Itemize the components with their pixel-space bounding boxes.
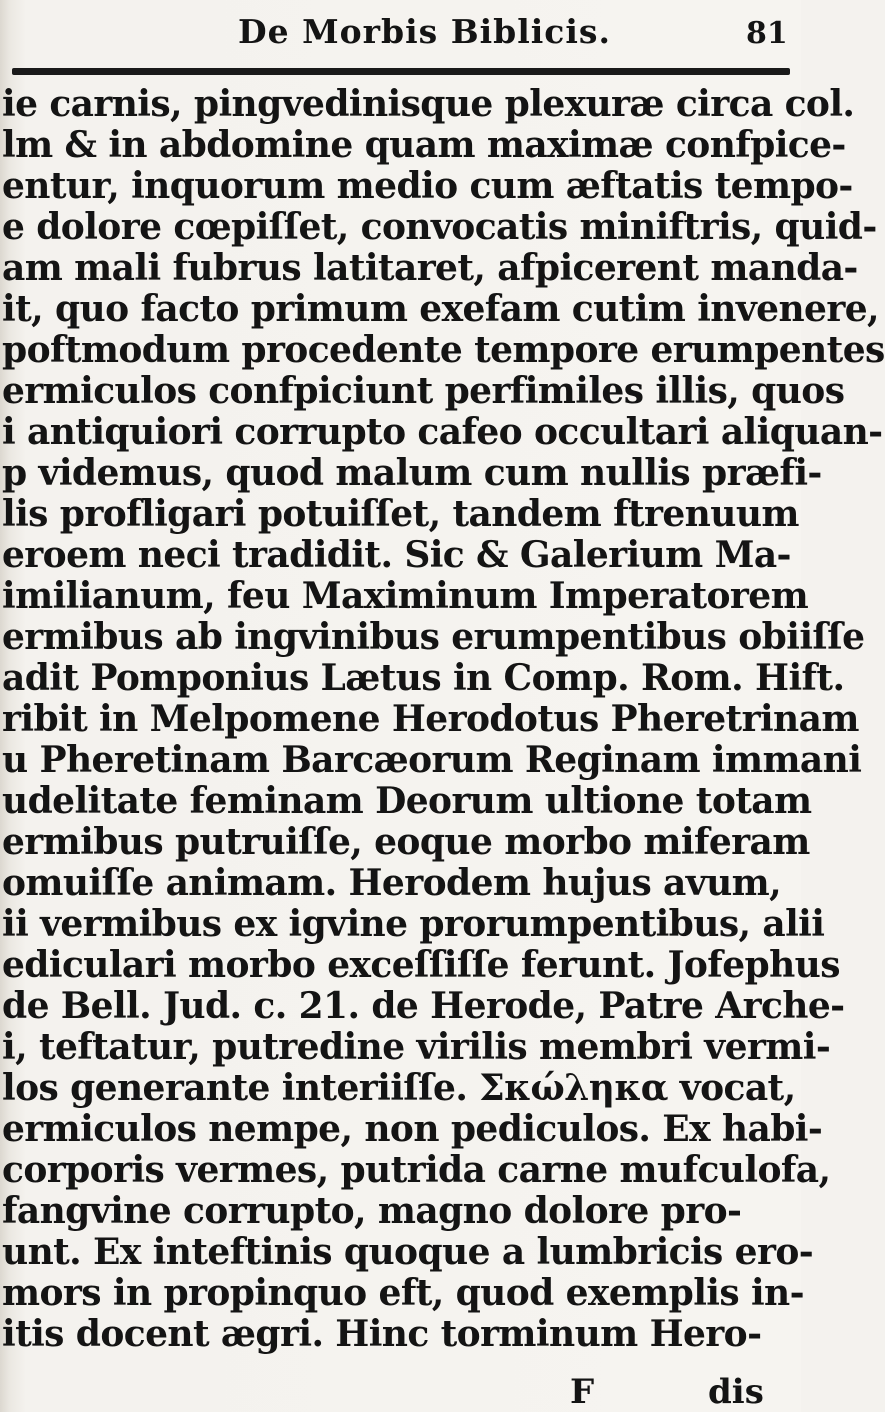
text-line: e dolore cœpiſſet, convocatis miniftris, quid-	[2, 206, 877, 248]
header-rule	[12, 68, 790, 75]
text-line: imilianum, feu Maximinum Imperatorem	[2, 575, 809, 617]
running-title: De Morbis Biblicis.	[238, 12, 611, 51]
text-line: u Pheretinam Barcæorum Reginam immani	[2, 739, 862, 781]
running-head	[0, 8, 801, 58]
text-line: mors in propinquo eft, quod exemplis in-	[2, 1272, 804, 1314]
page-footer	[0, 1372, 801, 1412]
text-line: adit Pomponius Lætus in Comp. Rom. Hift.	[2, 657, 845, 699]
text-line: udelitate feminam Deorum ultione totam	[2, 780, 812, 822]
text-line: itis docent ægri. Hinc torminum Hero-	[2, 1313, 762, 1355]
text-line: ie carnis, pingvedinisque plexuræ circa col.	[2, 83, 855, 125]
text-line: eroem neci tradidit. Sic & Galerium Ma-	[2, 534, 791, 576]
text-line: lis profligari potuiſſet, tandem ftrenuum	[2, 493, 799, 535]
text-line: lm & in abdomine quam maximæ confpice-	[2, 124, 846, 166]
text-line: ermiculos nempe, non pediculos. Ex habi-	[2, 1108, 823, 1150]
page-number: 81	[746, 16, 788, 51]
text-line: corporis vermes, putrida carne mufculofa,	[2, 1149, 831, 1191]
text-line: am mali fubrus latitaret, afpicerent manda-	[2, 247, 858, 289]
text-line: de Bell. Jud. c. 21. de Herode, Patre Arche-	[2, 985, 845, 1027]
text-line: ribit in Melpomene Herodotus Pheretrinam	[2, 698, 859, 740]
text-line: p videmus, quod malum cum nullis præfi-	[2, 452, 822, 494]
text-line: i, teftatur, putredine virilis membri vermi-	[2, 1026, 831, 1068]
text-line: ii vermibus ex igvine prorumpentibus, alii	[2, 903, 825, 945]
text-line: los generante interiiſſe. Σκώληκα vocat,	[2, 1067, 796, 1109]
text-line: omuiſſe animam. Herodem hujus avum,	[2, 862, 782, 904]
text-line: ermiculos confpiciunt perfimiles illis, quos	[2, 370, 845, 412]
signature-mark: F	[570, 1372, 595, 1412]
text-line: it, quo facto primum exefam cutim invenere,	[2, 288, 879, 330]
catchword: dis	[708, 1372, 764, 1412]
text-line: poftmodum procedente tempore erumpentes	[2, 329, 885, 371]
text-line: ermibus putruiſſe, eoque morbo miferam	[2, 821, 810, 863]
text-line: fangvine corrupto, magno dolore pro-	[2, 1190, 742, 1232]
text-line: ediculari morbo exceſſiſſe ferunt. Jofephus	[2, 944, 840, 986]
text-line: i antiquiori corrupto cafeo occultari aliquan-	[2, 411, 883, 453]
text-line: ermibus ab ingvinibus erumpentibus obiiſſe	[2, 616, 865, 658]
text-line: entur, inquorum medio cum æftatis tempo-	[2, 165, 853, 207]
text-line: unt. Ex inteftinis quoque a lumbricis ero-	[2, 1231, 814, 1273]
